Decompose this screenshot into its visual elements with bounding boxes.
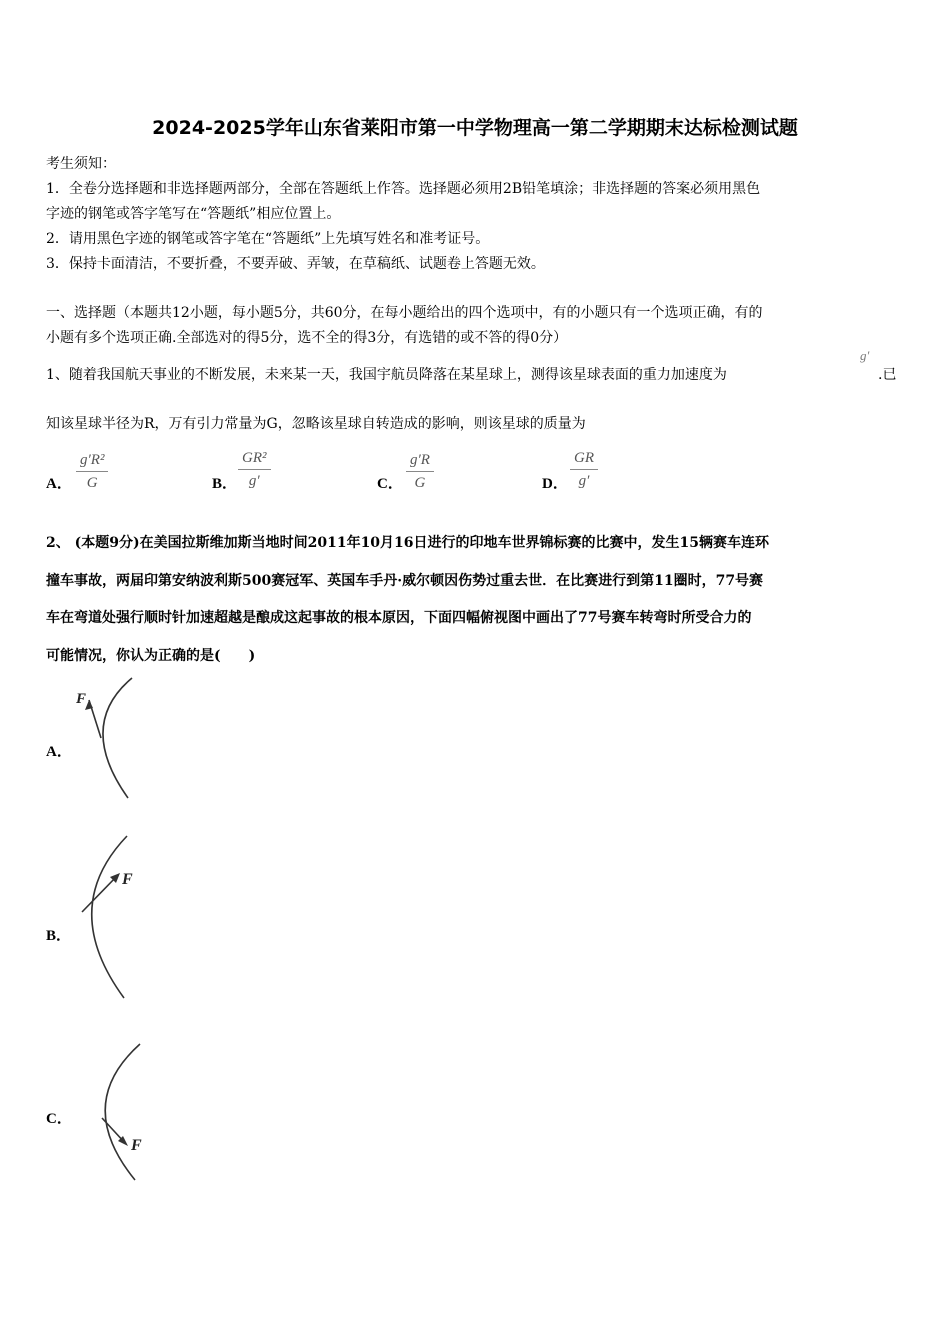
g-prime-symbol: g′ [860,348,870,363]
curve-path [105,1044,140,1180]
option-a-label[interactable]: A． [46,744,72,760]
diagram-b [72,830,162,1005]
option-b-formula [238,450,271,490]
option-c-label[interactable]: C． [46,1111,72,1127]
option-d-label[interactable]: D． [542,476,568,492]
question-2-text: 可能情况，你认为正确的是( ) [46,648,256,664]
section-instructions: 一、选择题（本题共12小题，每小题5分，共60分，在每小题给出的四个选项中，有的小题只有一个选项正确，有的 [46,305,763,321]
denominator: G [86,475,98,491]
numerator: g′R² [76,452,108,472]
option-b-label[interactable]: B． [212,476,238,492]
option-c-formula [406,452,434,492]
force-label: F [76,691,87,707]
numerator: GR [570,450,598,470]
page-title: 2024-2025学年山东省莱阳市第一中学物理高一第二学期期末达标检测试题 [152,117,798,139]
curve-path [92,836,127,998]
notice-item: 2．请用黑色字迹的钢笔或答字笔在“答题纸”上先填写姓名和准考证号。 [46,231,490,247]
curve-path [103,678,132,798]
question-2-text: 2、 (本题9分)在美国拉斯维加斯当地时间2011年10月16日进行的印地车世界锦标赛的比赛中，发生15辆赛车连环 [46,535,770,551]
question-1-text: 知该星球半径为R，万有引力常量为G，忽略该星球自转造成的影响，则该星球的质量为 [46,416,586,432]
question-2-text: 撞车事故，两届印第安纳波利斯500赛冠军、英国车手丹·威尔顿因伤势过重去世．在比赛进行到第11圈时，77号赛 [46,573,764,589]
force-label: F [122,871,133,888]
diagram-a [70,670,150,805]
section-instructions: 小题有多个选项正确.全部选对的得5分，选不全的得3分，有选错的或不答的得0分） [46,330,568,346]
option-a-formula [76,452,108,492]
denominator: G [414,475,426,491]
force-arrow [82,875,118,912]
question-1-text: 1、随着我国航天事业的不断发展，未来某一天，我国宇航员降落在某星球上，测得该星球表面的重力加速度为 [46,367,727,383]
numerator: g′R [406,452,434,472]
notice-item: 字迹的钢笔或答字笔写在“答题纸”相应位置上。 [46,206,341,222]
denominator: g′ [248,473,260,489]
option-b-label[interactable]: B． [46,928,72,944]
denominator: g′ [578,473,590,489]
question-2-text: 车在弯道处强行顺时针加速超越是酿成这起事故的根本原因，下面四幅俯视图中画出了77号赛车转弯时所受合力的 [46,610,752,626]
force-label: F [131,1137,142,1154]
option-c-label[interactable]: C． [377,476,403,492]
option-d-formula [570,450,598,490]
option-a-label[interactable]: A． [46,476,72,492]
notice-item: 3．保持卡面清洁，不要折叠，不要弄破、弄皱，在草稿纸、试题卷上答题无效。 [46,256,545,272]
diagram-c [85,1040,165,1185]
question-1-text-end: .已 [878,367,897,383]
numerator: GR² [238,450,271,470]
notice-heading: 考生须知： [46,156,116,172]
notice-item: 1．全卷分选择题和非选择题两部分，全部在答题纸上作答。选择题必须用2B铅笔填涂；非选择题的答案必须用黑色 [46,181,761,197]
